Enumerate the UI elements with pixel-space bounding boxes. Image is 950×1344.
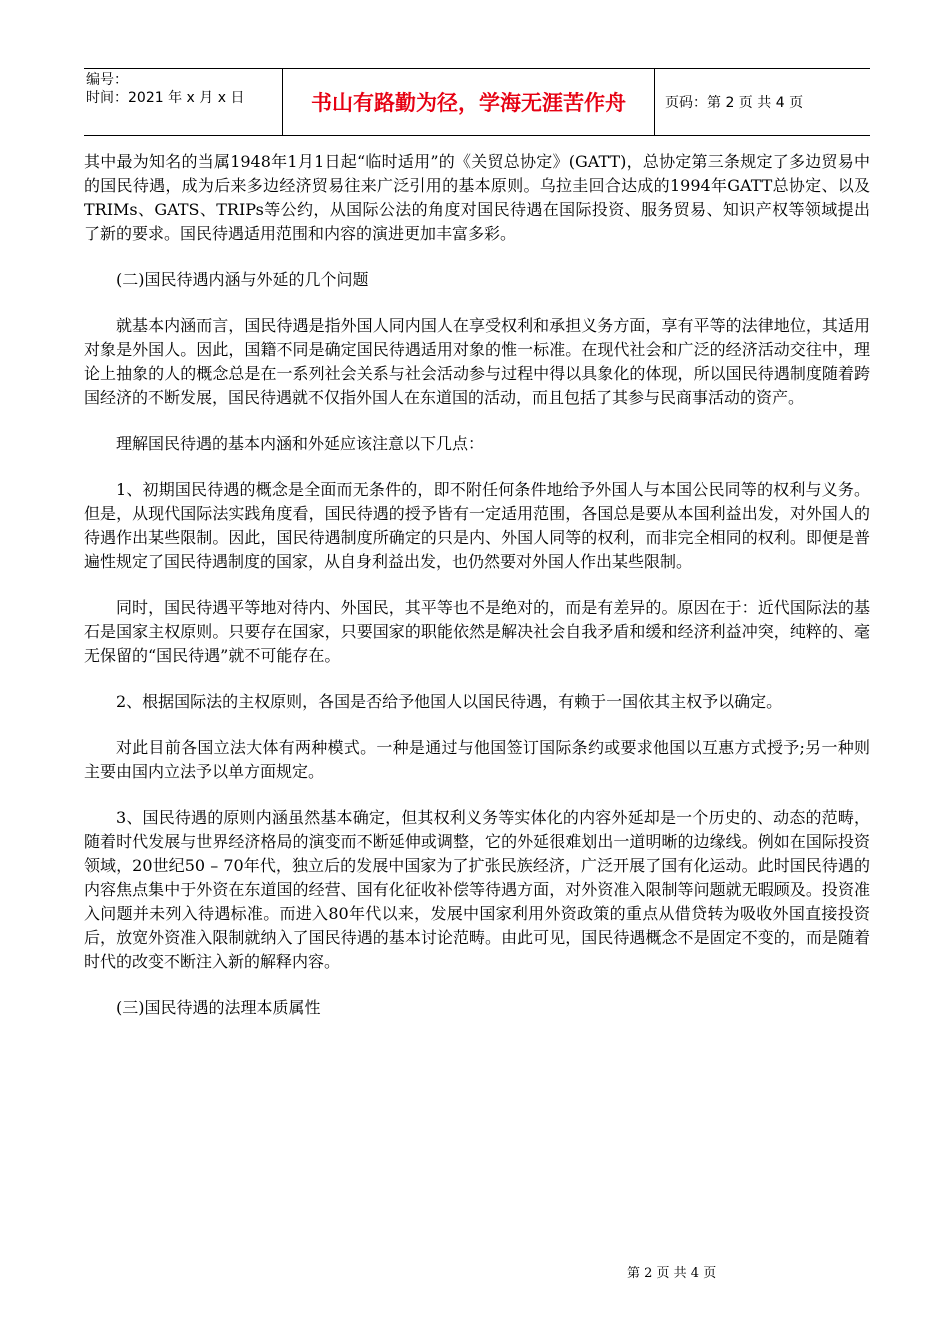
body-paragraph: 3、国民待遇的原则内涵虽然基本确定，但其权利义务等实体化的内容外延却是一个历史的、动态的范畴，随着时代发展与世界经济格局的演变而不断延伸或调整，它的外延很难划出一道明晰的边缘线。例如在国际投资领域，20世纪50 – 70年代，独立后的发展中国家为了扩张民族经济，广泛开展了国有化运动。此时国民待遇的内容焦点集中于外资在东道国的经营、国有化征收补偿等待遇方面，对外资准入限制等问题就无暇顾及。投资准入问题并未列入待遇标准。而进入80年代以来，发展中国家利用外资政策的重点从借贷转为吸收外国直接投资后，放宽外资准入限制就纳入了国民待遇的基本讨论范畴。由此可见，国民待遇概念不是固定不变的，而是随着时代的改变不断注入新的解释内容。	[84, 808, 870, 971]
page-header	[84, 68, 870, 136]
document-number-label: 编号：	[86, 72, 128, 88]
header-motto: 书山有路勤为径，学海无涯苦作舟	[283, 69, 655, 135]
footer-page-number: 第 2 页 共 4 页	[627, 1266, 717, 1281]
body-paragraph: 就基本内涵而言，国民待遇是指外国人同内国人在享受权利和承担义务方面，享有平等的法律地位，其适用对象是外国人。因此，国籍不同是确定国民待遇适用对象的惟一标准。在现代社会和广泛的经济活动交往中，理论上抽象的人的概念总是在一系列社会关系与社会活动参与过程中得以具象化的体现，所以国民待遇制度随着跨国经济的不断发展，国民待遇就不仅指外国人在东道国的活动，而且包括了其参与民商事活动的资产。	[84, 316, 870, 407]
section-heading: (三)国民待遇的法理本质属性	[116, 998, 321, 1017]
body-paragraph: 其中最为知名的当属1948年1月1日起“临时适用”的《关贸总协定》(GATT)，总协定第三条规定了多边贸易中的国民待遇，成为后来多边经济贸易往来广泛引用的基本原则。乌拉圭回合达成的1994年GATT总协定、以及TRIMs、GATS、TRIPs等公约，从国际公法的角度对国民待遇在国际投资、服务贸易、知识产权等领域提出了新的要求。国民待遇适用范围和内容的演进更加丰富多彩。	[84, 152, 870, 243]
section-heading: (二)国民待遇内涵与外延的几个问题	[116, 270, 369, 289]
body-paragraph: 理解国民待遇的基本内涵和外延应该注意以下几点：	[116, 434, 485, 453]
body-paragraph: 2、根据国际法的主权原则，各国是否给予他国人以国民待遇，有赖于一国依其主权予以确定。	[116, 692, 783, 711]
document-body	[84, 150, 870, 1042]
body-paragraph: 对此目前各国立法大体有两种模式。一种是通过与他国签订国际条约或要求他国以互惠方式授予;另一种则主要由国内立法予以单方面规定。	[84, 738, 870, 781]
body-paragraph: 1、初期国民待遇的概念是全面而无条件的，即不附任何条件地给予外国人与本国公民同等的权利与义务。但是，从现代国际法实践角度看，国民待遇的授予皆有一定适用范围，各国总是要从本国利益出发，对外国人的待遇作出某些限制。因此，国民待遇制度所确定的只是内、外国人同等的权利，而非完全相同的权利。即便是普遍性规定了国民待遇制度的国家，从自身利益出发，也仍然要对外国人作出某些限制。	[84, 480, 870, 571]
body-paragraph: 同时，国民待遇平等地对待内、外国民，其平等也不是绝对的，而是有差异的。原因在于：近代国际法的基石是国家主权原则。只要存在国家，只要国家的职能依然是解决社会自我矛盾和缓和经济利益冲突，纯粹的、毫无保留的“国民待遇”就不可能存在。	[84, 598, 870, 665]
header-page-info: 页码：第 2 页 共 4 页	[665, 95, 804, 111]
document-date: 时间：2021 年 x 月 x 日	[86, 90, 245, 106]
header-meta	[84, 69, 283, 135]
